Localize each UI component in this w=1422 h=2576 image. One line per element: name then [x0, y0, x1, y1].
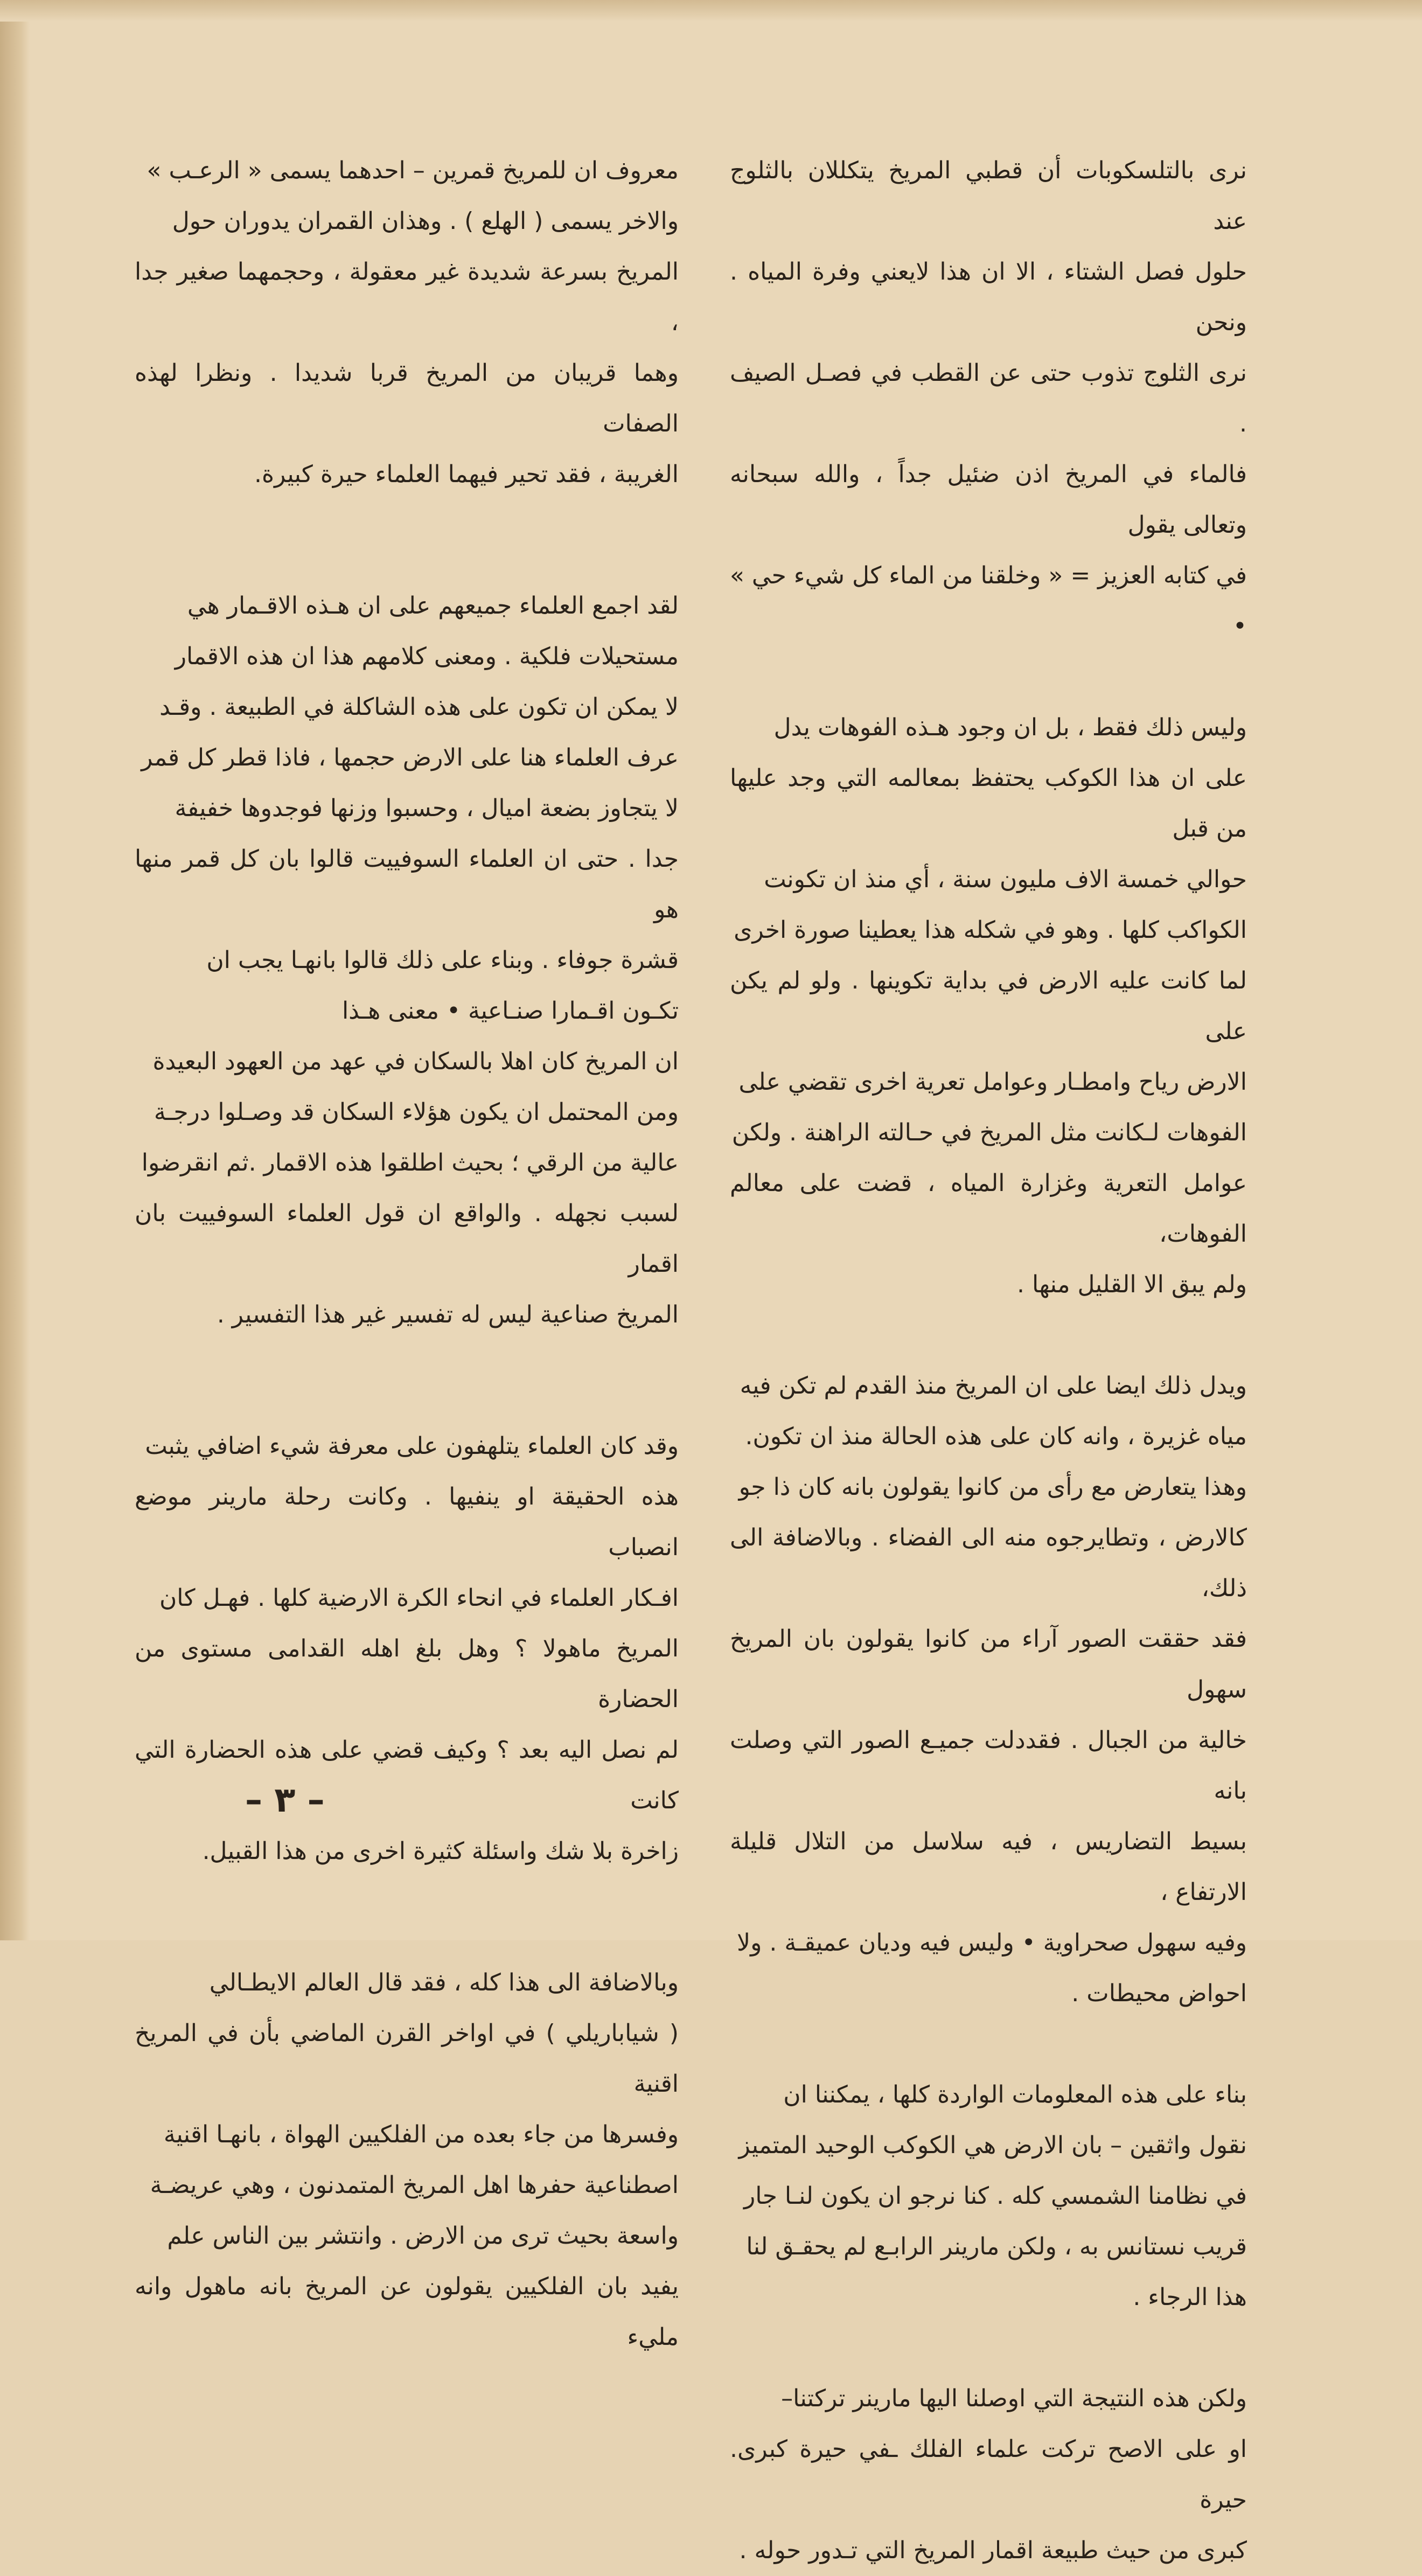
paragraph: وليس ذلك فقط ، بل ان وجود هـذه الفوهات يدل على ان هذا الكوكب يحتفظ بمعالمه التي وجد عليها من قبل حوالي خمسة الاف مليون سنة ، أي منذ ان تكونت الكواكب كلها . وهو في شكله هذا يعطينا صورة اخرى لما كانت عليه الارض في بداية تكوينها . ولو لم يكن على الارض رياح وامطـار وعوامل تعرية اخرى تقضي على الفوهات لـكانت مثل المريخ في حـالته الراهنة . ولكن عوامل التعرية وغزارة المياه ، قضت على معالم الفوهات، ولم يبق الا القليل منها .: [730, 714, 1247, 1298]
paragraph: وبالاضافة الى هذا كله ، فقد قال العالم الايطـالي ( شياباريلي ) في اواخر القرن الماضي بأن في المريخ اقنية وفسرها من جاء بعده من الفلكيين الهواة ، بانهـا اقنية اصطناعية حفرها اهل المريخ المتمدنون ، وهي عريضـة واسعة بحيث ترى من الارض . وانتشر بين الناس علم يفيد بان الفلكيين يقولون عن المريخ بانه ماهول وانه مليء: [135, 1969, 679, 2351]
paragraph: ولكن هذه النتيجة التي اوصلنا اليها مارينر تركتنا– او على الاصح تركت علماء الفلك ـفي حيرة كبرى. حيرة كبرى من حيث طبيعة اقمار المريخ التي تـدور حوله .: [730, 2385, 1247, 2564]
page-edge-shadow: [0, 0, 30, 1940]
paragraph: بناء على هذه المعلومات الواردة كلها ، يمكننا ان نقول واثقين – بان الارض هي الكوكب الوحيد المتميز في نظامنا الشمسي كله . كنا نرجو ان يكون لنـا جار قريب نستانس به ، ولكن مارينر الرابـع لم يحقـق لنا هذا الرجاء .: [738, 2081, 1247, 2311]
page-number: – ٣ –: [245, 1780, 325, 1820]
paragraph: ويدل ذلك ايضا على ان المريخ منذ القدم لم تكن فيه مياه غزيرة ، وانه كان على هذه الحالة منذ ان تكون. وهذا يتعارض مع رأى من كانوا يقولون بانه كان ذا جو كالارض ، وتطايرجوه منه الى الفضاء . وبالاضافة الى ذلك، فقد حققت الصور آراء من كانوا يقولون بان المريخ سهول خالية من الجبال . فقددلت جميـع الصور التي وصلت بانه بسيط التضاريس ، فيه سلاسل من التلال قليلة الارتفاع ، وفيه سهول صحراوية • وليس فيه وديان عميقـة . ولا احواض محيطات .: [730, 1372, 1247, 2007]
page-top-shadow: [0, 0, 1422, 22]
paragraph: معروف ان للمريخ قمرين – احدهما يسمى « الرعـب » والاخر يسمى ( الهلع ) . وهذان القمران يدوران حول المريخ بسرعة شديدة غير معقولة ، وحجمهما صغير جدا ، وهما قريبان من المريخ قربا شديدا . ونظرا لهذه الصفات الغريبة ، فقد تحير فيهما العلماء حيرة كبيرة.: [135, 157, 679, 488]
paragraph: لقد اجمع العلماء جميعهم على ان هـذه الاقـمار هي مستحيلات فلكية . ومعنى كلامهم هذا ان هذه الاقمار لا يمكن ان تكون على هذه الشاكلة في الطبيعة . وقـد عرف العلماء هنا على الارض حجمها ، فاذا قطر كل قمر لا يتجاوز بضعة اميال ، وحسبوا وزنها فوجدوها خفيفة جدا . حتى ان العلماء السوفييت قالوا بان كل قمر منها هو قشرة جوفاء . وبناء على ذلك قالوا بانهـا يجب ان تكـون اقـمارا صنـاعية • معنى هـذا ان المريخ كان اهلا بالسكان في عهد من العهود البعيدة ومن المحتمل ان يكون هؤلاء السكان قد وصـلوا درجـة عالية من الرقي ؛ بحيث اطلقوا هذه الاقمار .ثم انقرضوا لسبب نجهله . والواقع ان قول العلماء السوفييت بان اقمار المريخ صناعية ليس له تفسير غير هذا التفسير .: [135, 592, 679, 1328]
paragraph: نرى بالتلسكوبات أن قطبي المريخ يتكللان بالثلوج عند حلول فصل الشتاء ، الا ان هذا لايعني وفرة المياه . ونحن نرى الثلوج تذوب حتى عن القطب في فصـل الصيف . فالماء في المريخ اذن ضئيل جداً ، والله سبحانه وتعالى يقول في كتابه العزيز = « وخلقنا من الماء كل شيء حي » •: [730, 157, 1247, 640]
paragraph: وقد كان العلماء يتلهفون على معرفة شيء اضافي يثبت هذه الحقيقة او ينفيها . وكانت رحلة مارينر موضع انصباب افـكار العلماء في انحاء الكرة الارضية كلها . فهـل كان المريخ ماهولا ؟ وهل بلغ اهله القدامى مستوى من الحضارة لم نصل اليه بعد ؟ وكيف قضي على هذه الحضارة التي كانت زاخرة بلا شك واسئلة كثيرة اخرى من هذا القبيل.: [135, 1432, 679, 1865]
left-text-column: [135, 145, 679, 2363]
right-text-column: [730, 145, 1247, 2576]
